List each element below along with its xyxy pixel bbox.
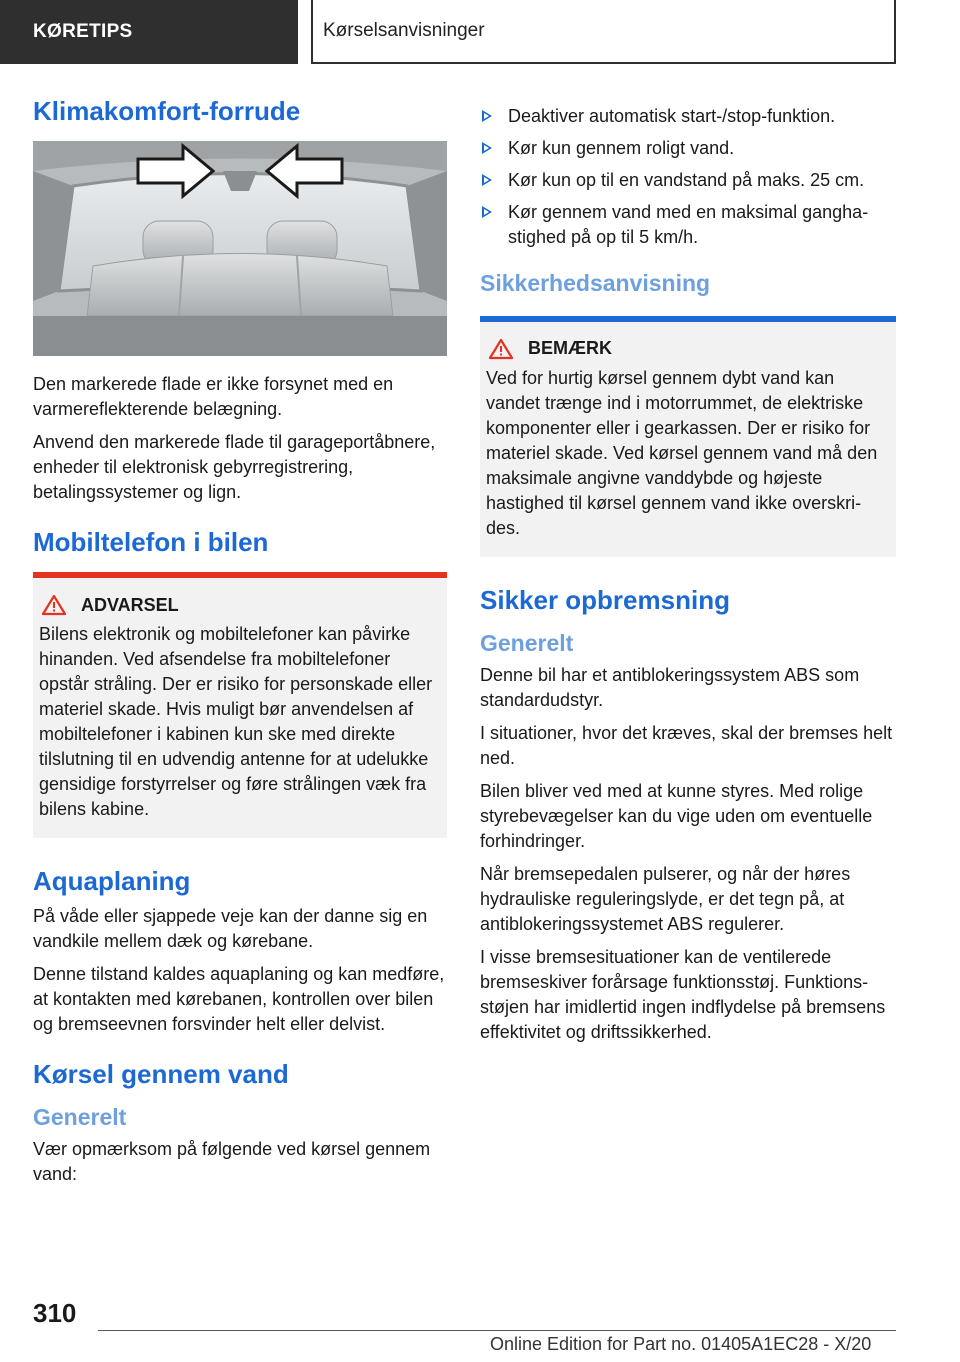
vand-paragraph-1: Vær opmærksom på følgende ved kørsel gennem vand: bbox=[33, 1139, 431, 1185]
note-text: Ved for hurtig kørsel gennem dybt vand kan vandet trænge ind i motorrummet, de elektriske komponenter eller i gearkassen. Der er risiko for materiel skade. Ved kørsel gennem vand må den maksimale angivne vanddybde og højeste hastighed til kørsel gennem vand ikke overskrides. bbox=[486, 367, 878, 538]
heading-sikker-opbremsning: Sikker opbremsning bbox=[480, 584, 730, 615]
heading-aquaplaning: Aquaplaning bbox=[33, 866, 191, 897]
header-chapter-tab bbox=[311, 0, 896, 64]
warning-triangle-icon bbox=[488, 338, 514, 360]
car-interior-illustration bbox=[33, 141, 447, 356]
list-item: Kør kun gennem roligt vand. bbox=[480, 136, 896, 161]
left-column bbox=[33, 96, 447, 1195]
note-label: BEMÆRK bbox=[528, 338, 612, 359]
triangle-bullet-icon bbox=[482, 206, 492, 218]
note-box bbox=[480, 316, 896, 557]
list-item: Deaktiver automatisk start-/stop-funktion. bbox=[480, 104, 896, 129]
triangle-bullet-icon bbox=[482, 110, 492, 122]
header-section-label: KØRETIPS bbox=[33, 21, 133, 42]
heading-klimakomfort: Klimakomfort-forrude bbox=[33, 96, 301, 126]
brems-paragraph-5: I visse bremsesituationer kan de ventilerede bremseskiver forårsage funktionsstøj. Funktionsstøjen har imidlertid ingen indflydelse på bremsens effektivitet og driftssikkerhed. bbox=[480, 947, 886, 1043]
heading-korsel-gennem-vand: Kørsel gennem vand bbox=[33, 1058, 289, 1089]
triangle-bullet-icon bbox=[482, 142, 492, 154]
subheading-vand-generelt: Generelt bbox=[33, 1103, 127, 1130]
warning-box bbox=[33, 572, 447, 838]
brems-paragraph-1: Denne bil har et antiblokeringssystem ABS som standardudstyr. bbox=[480, 665, 860, 711]
right-column bbox=[480, 104, 896, 1053]
list-item: Kør gennem vand med en maksimal ganghastighed på op til 5 km/h. bbox=[480, 200, 896, 250]
warning-text: Bilens elektronik og mobiltelefoner kan påvirke hinanden. Ved afsendelse fra mobiltelefoner opstår stråling. Der er risiko for personskade eller materiel skade. Hvis muligt bør anvendelsen af mobiltelefoner i kabinen kun ske med direkte tilslutning til en udvendig antenne for at udelukke gensidige forstyrrelser og føre strålingen væk fra bilens kabine. bbox=[39, 624, 433, 820]
water-driving-list bbox=[480, 104, 896, 250]
aqua-paragraph-2: Denne tilstand kaldes aquaplaning og kan medføre, at kontakten med kørebanen, kontrollen over bilen og bremseevnen forsvinder helt eller delvist. bbox=[33, 963, 445, 1034]
aqua-paragraph-1: På våde eller sjappede veje kan der danne sig en vandkile mellem dæk og kørebane. bbox=[33, 905, 428, 951]
warning-triangle-icon bbox=[41, 594, 67, 616]
heading-mobiltelefon: Mobiltelefon i bilen bbox=[33, 527, 269, 558]
klima-paragraph-1: Den markerede flade er ikke forsynet med en varmereflekterende belægning. bbox=[33, 374, 394, 420]
windshield-photo bbox=[33, 141, 447, 356]
footer-divider bbox=[98, 1330, 896, 1331]
footer-edition: Online Edition for Part no. 01405A1EC28 - X/20 bbox=[490, 1334, 872, 1354]
warning-title bbox=[39, 594, 439, 616]
note-title bbox=[486, 338, 888, 360]
subheading-brems-generelt: Generelt bbox=[480, 629, 574, 656]
brems-paragraph-3: Bilen bliver ved med at kunne styres. Med rolige styrebevægelser kan du vige uden om eventuelle forhindringer. bbox=[480, 781, 873, 852]
header-chapter-label: Kørselsanvisninger bbox=[323, 20, 485, 41]
klima-paragraph-2: Anvend den markerede flade til garageportåbnere, enheder til elektronisk gebyrregistrering, betalingssystemer og lign. bbox=[33, 432, 436, 503]
brems-paragraph-4: Når bremsepedalen pulserer, og når der høres hydrauliske reguleringslyde, er det tegn på, at antiblokeringssystemet ABS regulerer. bbox=[480, 864, 851, 935]
warning-label: ADVARSEL bbox=[81, 594, 179, 615]
triangle-bullet-icon bbox=[482, 174, 492, 186]
brems-paragraph-2: I situationer, hvor det kræves, skal der bremses helt ned. bbox=[480, 723, 893, 769]
list-item: Kør kun op til en vandstand på maks. 25 cm. bbox=[480, 168, 896, 193]
page-number: 310 bbox=[33, 1298, 77, 1328]
heading-sikkerhedsanvisning: Sikkerhedsanvisning bbox=[480, 270, 711, 296]
header-section-tab bbox=[0, 0, 298, 64]
